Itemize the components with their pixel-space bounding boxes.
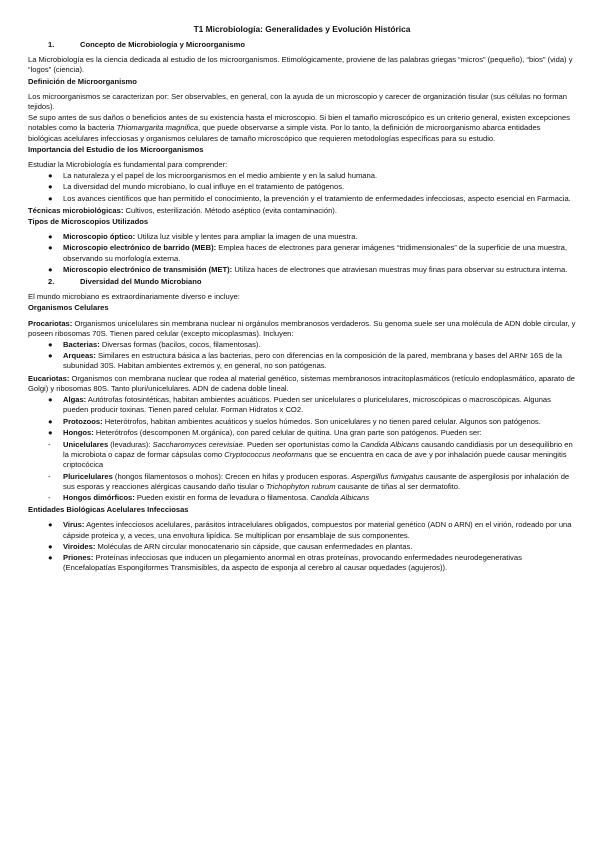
bullet-icon: ● <box>48 351 53 361</box>
eukaryotes-list <box>28 395 576 438</box>
def-p2-text-a: Se supo antes de sus daños o beneficios antes de su existencia hasta el microscopio. Si bien el tamaño microscópico es un criterio general, existen excepciones notables como la bacteria <box>28 113 570 133</box>
section-2-number: 2. <box>48 277 55 287</box>
list-item: ● Microscopio electrónico de barrido (MEB): Emplea haces de electrones para generar imágenes “tridimensionales” de la superficie de una muestra, observando su morfología externa. <box>48 243 567 263</box>
list-item: ● La naturaleza y el papel de los microorganismos en el medio ambiente y en la salud humana. <box>48 171 378 181</box>
list-item: ● Hongos: Heterótrofos (descomponen M.orgánica), con pared celular de quitina. Una gran parte son patógenos. Pueden ser: <box>48 427 482 437</box>
def-heading: Definición de Microorganismo <box>28 76 137 86</box>
def-p2-text-b: , que puede observarse a simple vista. Por lo tanto, la definición de microorganismo abarca entidades biológicas acelulares infecciosas y organismos celulares de tamaño microscópico que requieren metodologías específicas para su estudio. <box>28 123 541 143</box>
list-item: ● Algas: Autótrofas fotosintéticas, habitan ambientes acuáticos. Pueden ser unicelulares o pluricelulares, microscópicas o macroscópicas. Algunas pueden producir toxinas. Tienen pared celular. Forman Hidratos x CO2. <box>48 395 551 415</box>
fungi-list <box>28 440 576 503</box>
list-item: ● Priones: Proteínas infecciosas que inducen un plegamiento anormal en otras proteínas, provocando enfermedades neurodegenerativas (Encefalopatías Espongiformes Transmisibles, da aspecto de esponja al cerebro al causar oquedades (agujeros)). <box>48 552 522 573</box>
document-page <box>28 24 576 575</box>
list-item: - Pluricelulares (hongos filamentosos o mohos): Crecen en hifas y producen esporas. Aspergillus fumigatus causante de aspergilosis por inhalación de sus esporas y reacciones alérgicas causando daño tisular o Trichophyton rubrum causante de tiñas al ser dermatofito. <box>48 471 570 491</box>
section-2-title: Diversidad del Mundo Microbiano <box>80 277 202 287</box>
dash-icon: - <box>48 492 51 502</box>
microscopes-heading: Tipos de Microscopios Utilizados <box>28 217 149 227</box>
list-item: ● La diversidad del mundo microbiano, lo cual influye en el tratamiento de patógenos. <box>48 182 345 192</box>
cellular-heading: Organismos Celulares <box>28 303 109 313</box>
s1-intro: La Microbiología es la ciencia dedicada al estudio de los microorganismos. Etimológicamente, proviene de las palabras griegas “micros” (pequeño), “bios” (vida) y “logos” (ciencia). <box>28 55 573 75</box>
section-1-title: Concepto de Microbiología y Microorganismo <box>80 40 245 49</box>
list-item: - Unicelulares (levaduras): Saccharomyces cerevisiae. Pueden ser oportunistas como la Candida Albicans causando candidiasis por un desequilibrio en la microbiota o capaz de formar cápsulas como Cryptococcus neoformans que se encuentra en caca de ave y por inhalación puede causar meningitis criptocócica <box>48 439 573 470</box>
bullet-icon: ● <box>48 520 53 530</box>
list-item: ● Los avances científicos que han permitido el conocimiento, la prevención y el tratamiento de enfermedades infecciosas, aspecto esencial en Farmacia. <box>48 193 571 203</box>
list-item: ● Virus: Agentes infecciosos acelulares, parásitos intracelulares obligados, compuestos por material genético (ADN o ARN) en el virión, rodeado por una cápside proteica y, a veces, una envoltura lipídica. Se multiplican por ensamblaje de sus componentes. <box>48 520 572 540</box>
def-p2-species: Thiomargarita magnifica <box>116 123 199 133</box>
bullet-icon: ● <box>48 340 53 350</box>
techniques-line: Técnicas microbiológicas: Cultivos, esterilización. Método aséptico (evita contaminación). <box>28 205 337 215</box>
importance-intro: Estudiar la Microbiología es fundamental para comprender: <box>28 160 228 170</box>
importance-list <box>28 171 576 204</box>
bullet-icon: ● <box>48 193 53 203</box>
def-paragraph-2 <box>28 113 576 144</box>
dash-icon: - <box>48 471 51 481</box>
list-item: ● Protozoos: Heterótrofos, habitan ambientes acuáticos y suelos húmedos. Son unicelulares y no tienen pared celular. Algunos son patógenos. <box>48 416 541 426</box>
bullet-icon: ● <box>48 243 53 253</box>
bullet-icon: ● <box>48 541 53 551</box>
microscopes-list <box>28 232 576 275</box>
prokaryotes-paragraph: Procariotas: Organismos unicelulares sin membrana nuclear ni orgánulos membranosos verdaderos. Su genoma suele ser una molécula de ADN doble circular, y poseen ribosomas 70S. Tienen pared celular (excepto micoplasmas). Incluyen: <box>28 318 576 338</box>
acellular-heading: Entidades Biológicas Acelulares Infecciosas <box>28 505 189 515</box>
section-1-number: 1. <box>48 40 55 49</box>
list-item: - Hongos dimórficos: Pueden existir en forma de levadura o filamentosa. Candida Albicans <box>48 492 370 502</box>
bullet-icon: ● <box>48 416 53 426</box>
bullet-icon: ● <box>48 171 53 181</box>
bullet-icon: ● <box>48 427 53 437</box>
importance-heading: Importancia del Estudio de los Microorganismos <box>28 144 204 154</box>
s2-intro: El mundo microbiano es extraordinariamente diverso e incluye: <box>28 292 240 302</box>
bullet-icon: ● <box>48 264 53 274</box>
eukaryotes-paragraph: Eucariotas: Organismos con membrana nuclear que rodea al material genético, sistemas membranosos intracitoplasmáticos (retículo endoplasmático, aparato de Golgi) y ribosomas 80S. Tanto pluri/unicelulares. ADN de cadena doble lineal. <box>28 373 576 393</box>
dash-icon: - <box>48 439 51 449</box>
bullet-icon: ● <box>48 395 53 405</box>
bullet-icon: ● <box>48 552 53 562</box>
list-item: ● Microscopio electrónico de transmisión (MET): Utiliza haces de electrones que atraviesan muestras muy finas para observar su estructura interna. <box>48 264 568 274</box>
prokaryotes-list <box>28 340 576 372</box>
list-item: ● Microscopio óptico: Utiliza luz visible y lentes para ampliar la imagen de una muestra. <box>48 232 358 242</box>
list-item: ● Viroides: Moléculas de ARN circular monocatenario sin cápside, que causan enfermedades en plantas. <box>48 541 413 551</box>
acellular-list <box>28 520 576 573</box>
section-2-heading <box>28 277 576 287</box>
document-title: T1 Microbiología: Generalidades y Evolución Histórica <box>193 24 411 34</box>
def-paragraph-1: Los microorganismos se caracterizan por: Ser observables, en general, con la ayuda de un microscopio y carecer de organización tisular (sus células no forman tejidos). <box>28 91 568 112</box>
bullet-icon: ● <box>48 232 53 242</box>
bullet-icon: ● <box>48 182 53 192</box>
section-1-heading <box>28 40 576 50</box>
list-item: ● Bacterias: Diversas formas (bacilos, cocos, filamentosas). <box>48 340 261 350</box>
list-item: ● Arqueas: Similares en estructura básica a las bacterias, pero con diferencias en la composición de la pared, membrana y bases del ARNr 16S de la subunidad 30S. Habitan ambientes extremos y, en general, no son patógenas. <box>48 351 562 371</box>
